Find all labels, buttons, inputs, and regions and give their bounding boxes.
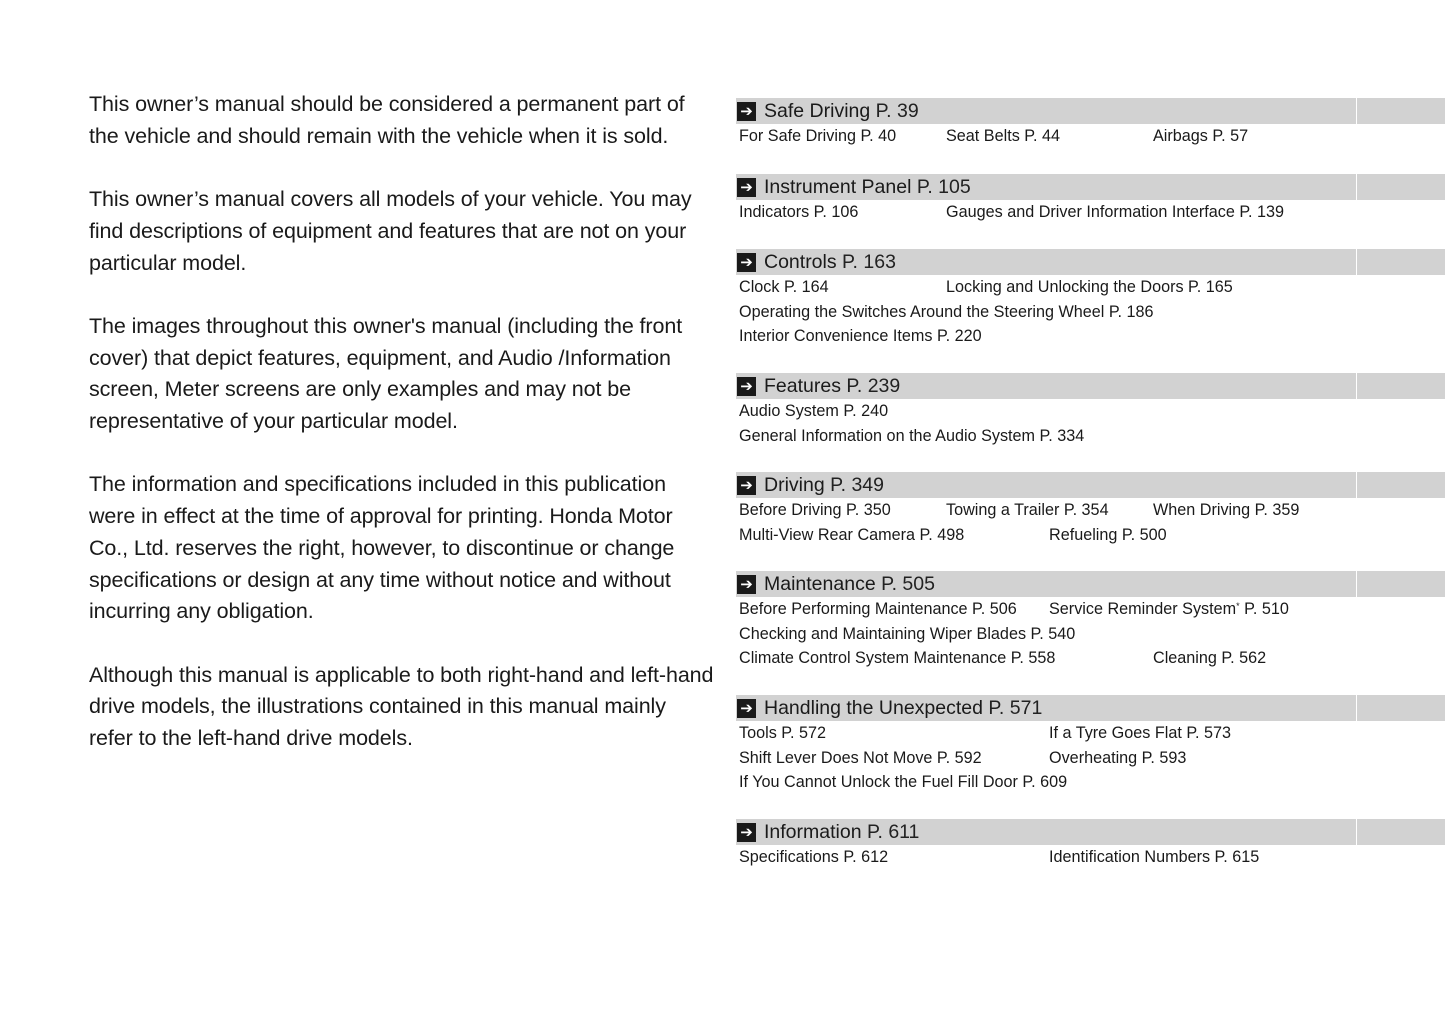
toc-link-label: Service Reminder System bbox=[1049, 600, 1237, 618]
toc-link[interactable]: Tools P. 572 bbox=[739, 724, 826, 742]
section-header[interactable] bbox=[736, 98, 1445, 124]
toc-section-maintenance bbox=[736, 571, 1445, 671]
section-page: P. 163 bbox=[842, 250, 896, 273]
toc-link[interactable]: Interior Convenience Items P. 220 bbox=[739, 327, 982, 345]
toc-section-safe-driving bbox=[736, 98, 1445, 149]
intro-paragraph: The information and specifications included in this publication were in effect at the time of approval for printing. Honda Motor Co., Ltd. reserves the right, however, to discontinue or change specifications or design at any time without notice and without incurring any obligation. bbox=[89, 472, 675, 624]
intro-paragraph: This owner’s manual should be considered a permanent part of the vehicle and should remain with the vehicle when it is sold. bbox=[89, 92, 685, 148]
toc-link[interactable]: Multi-View Rear Camera P. 498 bbox=[739, 525, 965, 544]
toc-section-information bbox=[736, 819, 1445, 870]
toc-link[interactable]: Overheating P. 593 bbox=[1049, 748, 1187, 767]
section-page: P. 239 bbox=[846, 374, 901, 397]
section-header[interactable] bbox=[736, 472, 1445, 498]
toc-link[interactable]: Indicators P. 106 bbox=[739, 203, 859, 221]
section-page: P. 349 bbox=[830, 473, 884, 496]
toc-section-controls bbox=[736, 249, 1445, 349]
arrow-icon: ➔ bbox=[737, 253, 756, 272]
toc-link[interactable]: When Driving P. 359 bbox=[1153, 501, 1300, 519]
toc-link[interactable]: If You Cannot Unlock the Fuel Fill Door P. 609 bbox=[739, 773, 1068, 791]
arrow-icon: ➔ bbox=[737, 823, 756, 842]
intro-paragraph: This owner’s manual covers all models of your vehicle. You may find descriptions of equipment and features that are not on your particular model. bbox=[89, 187, 692, 275]
toc-section-handling-the-unexpected bbox=[736, 695, 1445, 795]
section-page: P. 105 bbox=[916, 175, 971, 198]
section-title[interactable]: Handling the Unexpected bbox=[764, 696, 983, 719]
arrow-icon: ➔ bbox=[737, 476, 756, 495]
toc-section-features bbox=[736, 373, 1445, 448]
toc-section-instrument-panel bbox=[736, 174, 1445, 225]
section-header[interactable] bbox=[736, 373, 1445, 399]
section-page: P. 611 bbox=[866, 820, 920, 843]
toc-link[interactable]: Checking and Maintaining Wiper Blades P. 540 bbox=[739, 624, 1076, 643]
toc-link[interactable]: Climate Control System Maintenance P. 558 bbox=[739, 649, 1056, 667]
section-title[interactable]: Driving bbox=[764, 473, 825, 496]
intro-text bbox=[89, 89, 714, 786]
intro-paragraph: The images throughout this owner's manual (including the front cover) that depict features, equipment, and Audio /Information screen, Meter screens are only examples and may not be representative of your particular model. bbox=[89, 313, 683, 433]
toc-link[interactable]: Shift Lever Does Not Move P. 592 bbox=[739, 748, 982, 767]
toc-link[interactable]: Identification Numbers P. 615 bbox=[1049, 848, 1260, 866]
toc-link-service-reminder[interactable] bbox=[1049, 597, 1289, 622]
section-title[interactable]: Maintenance bbox=[764, 572, 876, 595]
arrow-icon: ➔ bbox=[737, 699, 756, 718]
toc-link[interactable]: Before Driving P. 350 bbox=[739, 501, 891, 519]
toc-link[interactable]: Locking and Unlocking the Doors P. 165 bbox=[946, 278, 1233, 296]
section-header[interactable] bbox=[736, 174, 1445, 200]
toc-link[interactable]: Clock P. 164 bbox=[739, 278, 829, 296]
toc-link[interactable]: Specifications P. 612 bbox=[739, 848, 889, 866]
toc-link[interactable]: Seat Belts P. 44 bbox=[946, 127, 1060, 145]
toc-section-driving bbox=[736, 472, 1445, 547]
toc-link[interactable]: If a Tyre Goes Flat P. 573 bbox=[1049, 724, 1232, 742]
toc-link-page: P. 510 bbox=[1244, 600, 1289, 618]
section-title[interactable]: Instrument Panel bbox=[764, 175, 912, 198]
toc-link[interactable]: General Information on the Audio System P. 334 bbox=[739, 426, 1085, 445]
section-page: P. 571 bbox=[988, 696, 1043, 719]
toc-link[interactable]: Towing a Trailer P. 354 bbox=[946, 501, 1109, 519]
toc-link[interactable]: Before Performing Maintenance P. 506 bbox=[739, 600, 1017, 618]
section-header[interactable] bbox=[736, 819, 1445, 845]
section-title[interactable]: Controls bbox=[764, 250, 837, 273]
toc-link[interactable]: Audio System P. 240 bbox=[739, 402, 889, 420]
section-page: P. 505 bbox=[881, 572, 935, 595]
intro-paragraph: Although this manual is applicable to both right-hand and left-hand drive models, the illustrations contained in this manual mainly refer to the left-hand drive models. bbox=[89, 662, 714, 750]
toc-link[interactable]: Gauges and Driver Information Interface P. 139 bbox=[946, 203, 1285, 221]
toc-link[interactable]: Cleaning P. 562 bbox=[1153, 649, 1267, 667]
section-header[interactable] bbox=[736, 695, 1445, 721]
section-title[interactable]: Safe Driving bbox=[764, 99, 871, 122]
arrow-icon: ➔ bbox=[737, 178, 756, 197]
section-title[interactable]: Features bbox=[764, 374, 841, 397]
section-page: P. 39 bbox=[875, 99, 919, 122]
toc-link[interactable]: Operating the Switches Around the Steering Wheel P. 186 bbox=[739, 302, 1154, 321]
toc-link[interactable]: For Safe Driving P. 40 bbox=[739, 127, 897, 145]
footnote-mark: * bbox=[1236, 601, 1240, 611]
arrow-icon: ➔ bbox=[737, 102, 756, 121]
section-title[interactable]: Information bbox=[764, 820, 862, 843]
toc-link[interactable]: Airbags P. 57 bbox=[1153, 127, 1249, 145]
arrow-icon: ➔ bbox=[737, 377, 756, 396]
section-header[interactable] bbox=[736, 571, 1445, 597]
toc-link[interactable]: Refueling P. 500 bbox=[1049, 525, 1167, 544]
arrow-icon: ➔ bbox=[737, 575, 756, 594]
section-header[interactable] bbox=[736, 249, 1445, 275]
